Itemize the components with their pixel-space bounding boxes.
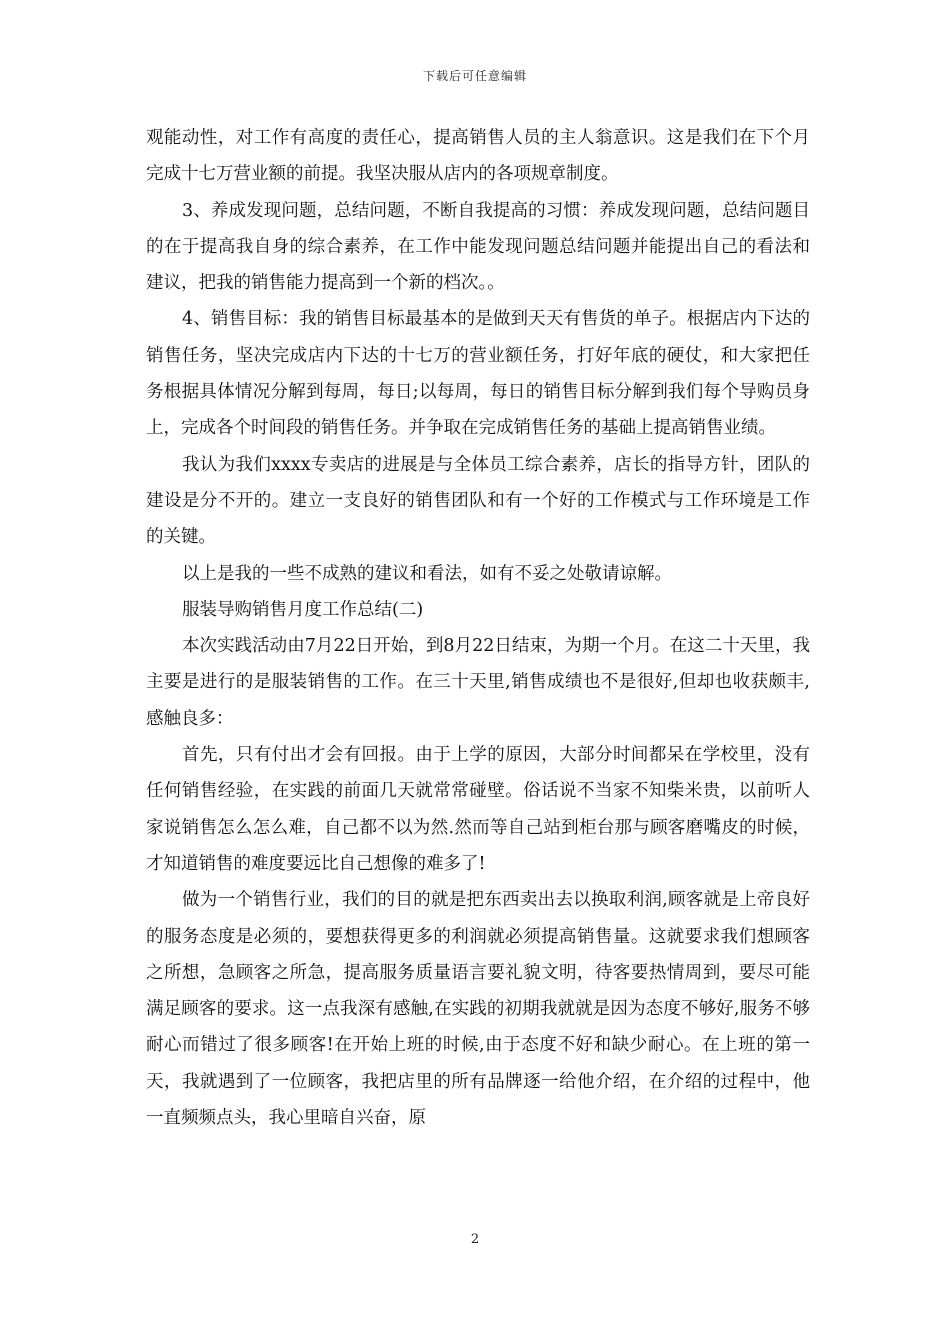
paragraph-8: 首先，只有付出才会有回报。由于上学的原因，大部分时间都呆在学校里，没有任何销售经验，在实践的前面几天就常常碰壁。俗话说不当家不知柴米贵，以前听人家说销售怎么怎么难，自己都不以为然.然而等自己站到柜台那与顾客磨嘴皮的时候，才知道销售的难度要远比自己想像的难多了! xyxy=(146,745,810,874)
paragraph-3: 4、销售目标：我的销售目标最基本的是做到天天有售货的单子。根据店内下达的销售任务，坚决完成店内下达的十七万的营业额任务，打好年底的硬仗，和大家把任务根据具体情况分解到每周，每日;以每周，每日的销售目标分解到我们每个导购员身上，完成各个时间段的销售任务。并争取在完成销售任务的基础上提高销售业绩。 xyxy=(146,309,810,439)
paragraph-9: 做为一个销售行业，我们的目的就是把东西卖出去以换取利润,顾客就是上帝良好的服务态度是必须的，要想获得更多的利润就必须提高销售量。这就要求我们想顾客之所想，急顾客之所急，提高服务质量语言要礼貌文明，待客要热情周到，要尽可能满足顾客的要求。这一点我深有感触,在实践的初期我就就是因为态度不够好,服务不够耐心而错过了很多顾客!在开始上班的时候,由于态度不好和缺少耐心。在上班的第一天，我就遇到了一位顾客，我把店里的所有品牌逐一给他介绍，在介绍的过程中，他一直频频点头，我心里暗自兴奋，原 xyxy=(146,890,810,1129)
page-header: 下载后可任意编辑 xyxy=(422,69,527,83)
paragraph-4: 我认为我们xxxx专卖店的进展是与全体员工综合素养，店长的指导方针，团队的建设是分不开的。建立一支良好的销售团队和有一个好的工作模式与工作环境是工作的关键。 xyxy=(146,454,810,548)
paragraph-7: 本次实践活动由7月22日开始，到8月22日结束，为期一个月。在这二十天里，我主要是进行的是服装销售的工作。在三十天里,销售成绩也不是很好,但却也收获颇丰,感触良多： xyxy=(146,636,810,729)
paragraph-5: 以上是我的一些不成熟的建议和看法，如有不妥之处敬请谅解。 xyxy=(182,563,672,584)
paragraph-2: 3、养成发现问题，总结问题，不断自我提高的习惯：养成发现问题，总结问题目的在于提高我自身的综合素养，在工作中能发现问题总结问题并能提出自己的看法和建议，把我的销售能力提高到一个新的档次。。 xyxy=(146,200,810,294)
page-number: 2 xyxy=(470,1232,480,1247)
document-body xyxy=(146,120,810,1136)
section-heading: 服装导购销售月度工作总结(二) xyxy=(182,599,424,620)
paragraph-1: 观能动性，对工作有高度的责任心，提高销售人员的主人翁意识。这是我们在下个月完成十七万营业额的前提。我坚决服从店内的各项规章制度。 xyxy=(146,128,810,185)
